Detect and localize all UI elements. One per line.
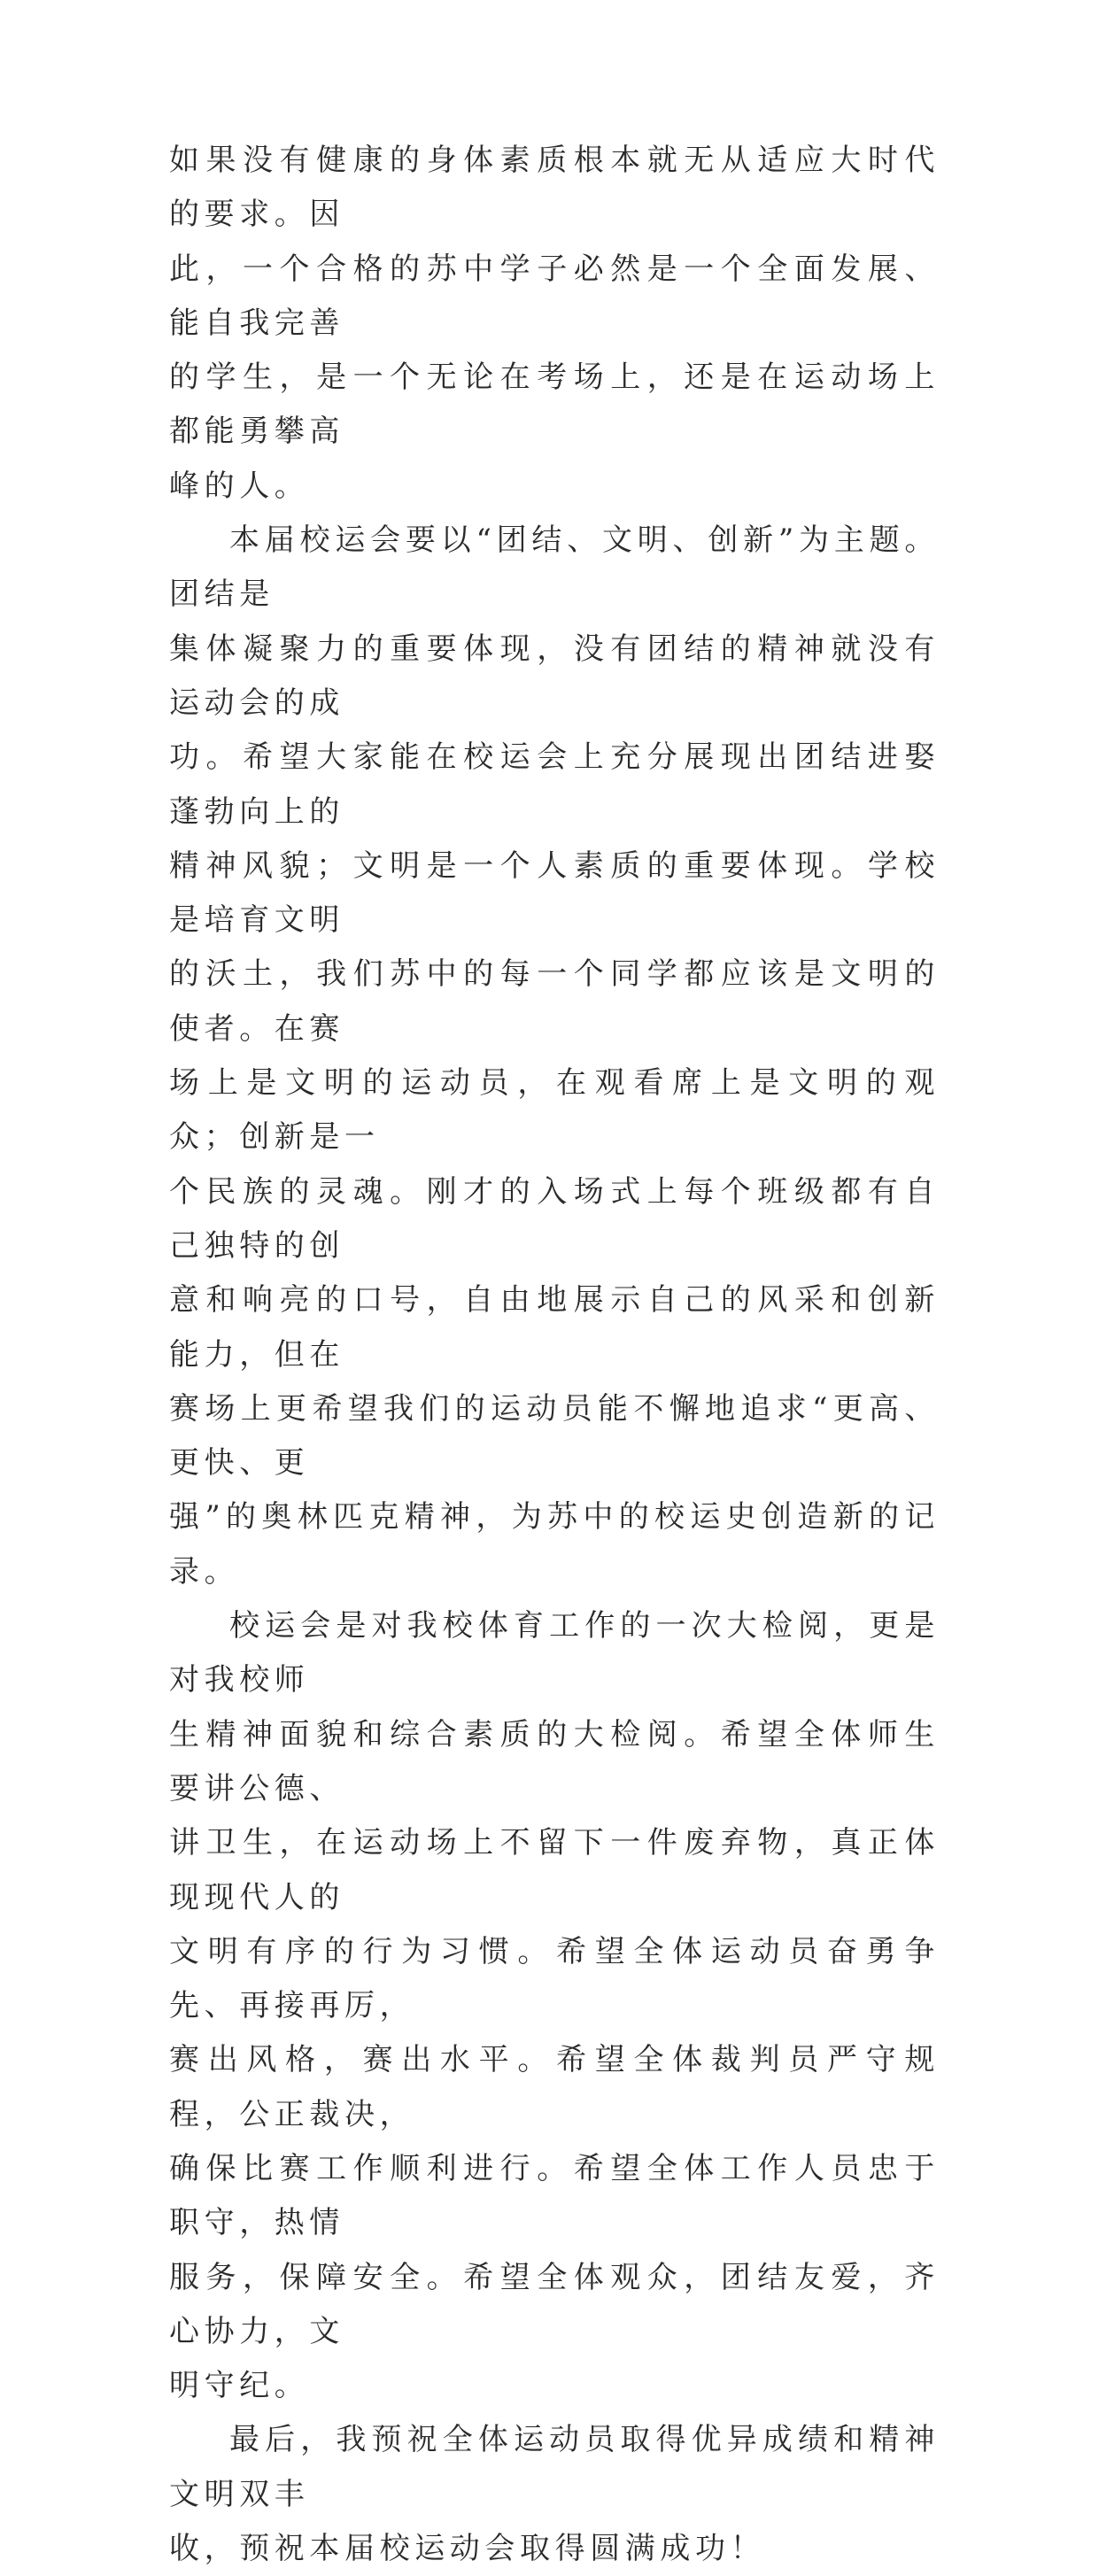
paragraph-4 — [169, 2413, 940, 2576]
paragraph-2 — [169, 514, 940, 1599]
paragraph-3 — [169, 1599, 940, 2413]
line: 峰的人。 — [169, 468, 310, 504]
line: 的学生，是一个无论在考场上，还是在运动场上都能勇攀高 — [169, 360, 940, 450]
line: 此，一个合格的苏中学子必然是一个全面发展、能自我完善 — [169, 251, 940, 341]
line: 校运会是对我校体育工作的一次大检阅，更是对我校师 — [169, 1608, 940, 1698]
line: 精神风貌；文明是一个人素质的重要体现。学校是培育文明 — [169, 847, 940, 939]
line: 如果没有健康的身体素质根本就无从适应大时代的要求。因 — [169, 143, 940, 233]
line: 的沃土，我们苏中的每一个同学都应该是文明的使者。在赛 — [169, 956, 940, 1047]
line: 本届校运会要以“团结、文明、创新”为主题。团结是 — [169, 522, 940, 613]
line: 服务，保障安全。希望全体观众，团结友爱，齐心协力，文 — [169, 2259, 940, 2349]
line: 赛场上更希望我们的运动员能不懈地追求“更高、更快、更 — [169, 1390, 940, 1481]
document-body — [169, 134, 940, 2576]
paragraph-1 — [169, 134, 940, 514]
line: 收，预祝本届校运动会取得圆满成功！ — [169, 2531, 766, 2567]
line: 功。希望大家能在校运会上充分展现出团结进娶蓬勃向上的 — [169, 739, 940, 830]
line: 场上是文明的运动员，在观看席上是文明的观众；创新是一 — [169, 1065, 940, 1156]
line: 生精神面貌和综合素质的大检阅。希望全体师生要讲公德、 — [169, 1716, 940, 1806]
line: 强”的奥林匹克精神，为苏中的校运史创造新的记录。 — [169, 1499, 940, 1590]
line: 讲卫生，在运动场上不留下一件废弃物，真正体现现代人的 — [169, 1825, 940, 1915]
line: 赛出风格，赛出水平。希望全体裁判员严守规程，公正裁决， — [169, 2042, 940, 2132]
line: 个民族的灵魂。刚才的入场式上每个班级都有自己独特的创 — [169, 1173, 940, 1264]
line: 集体凝聚力的重要体现，没有团结的精神就没有运动会的成 — [169, 630, 940, 721]
line: 明守纪。 — [169, 2368, 310, 2404]
line: 文明有序的行为习惯。希望全体运动员奋勇争先、再接再厉， — [169, 1933, 940, 2024]
line: 最后，我预祝全体运动员取得优异成绩和精神文明双丰 — [169, 2422, 940, 2512]
line: 确保比赛工作顺利进行。希望全体工作人员忠于职守，热情 — [169, 2150, 940, 2241]
line: 意和响亮的口号，自由地展示自己的风采和创新能力，但在 — [169, 1282, 940, 1373]
